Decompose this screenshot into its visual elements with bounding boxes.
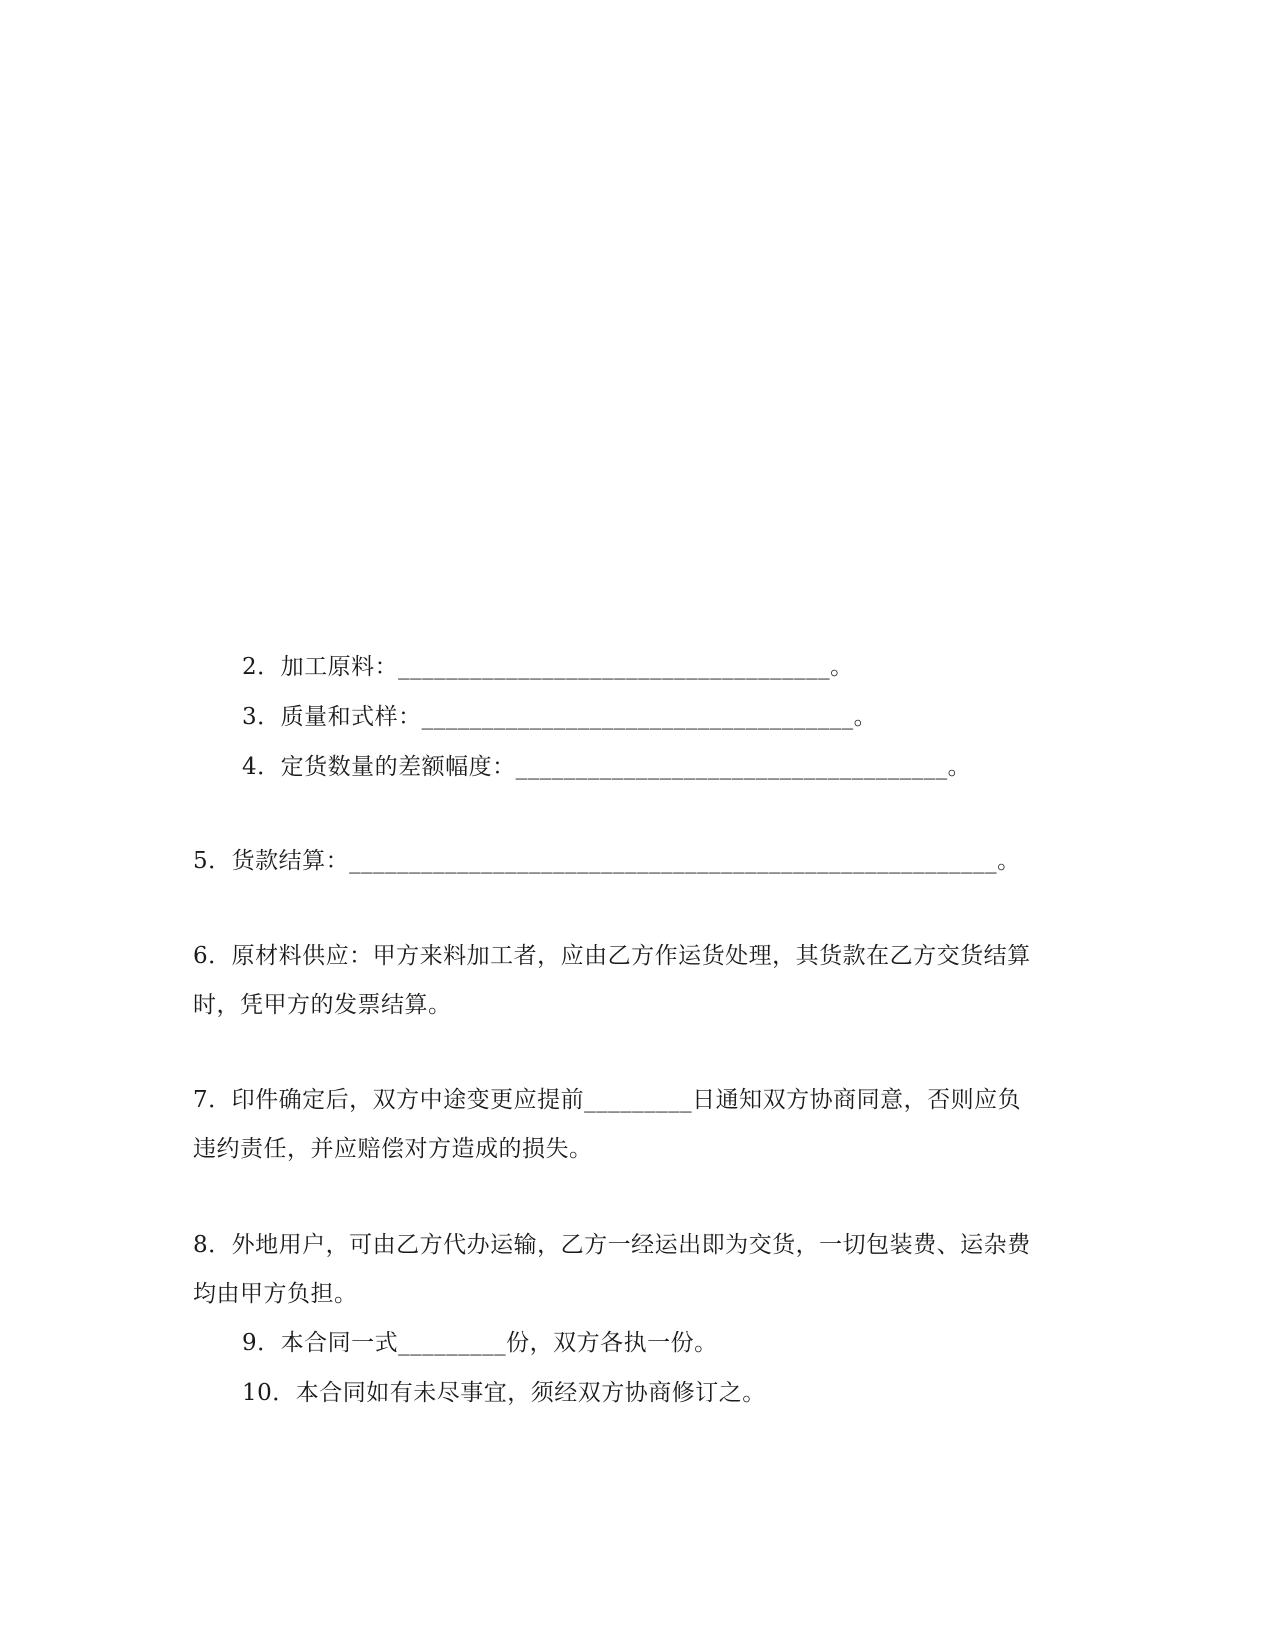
clause-6-line-1: 6．原材料供应：甲方来料加工者，应由乙方作运货处理，其货款在乙方交货结算 (193, 943, 1031, 969)
clause-7-line-1: 7．印件确定后，双方中途变更应提前_________日通知双方协商同意，否则应负 (193, 1087, 1022, 1113)
clause-5-payment-settlement: 5．货款结算：______________________________________________________。 (193, 848, 1021, 874)
clause-7-line-2: 违约责任，并应赔偿对方造成的损失。 (193, 1136, 593, 1162)
clause-8-line-1: 8．外地用户，可由乙方代办运输，乙方一经运出即为交货，一切包装费、运杂费 (193, 1232, 1031, 1258)
clause-10-amendments: 10．本合同如有未尽事宜，须经双方协商修订之。 (242, 1380, 766, 1406)
clause-6-line-2: 时，凭甲方的发票结算。 (193, 992, 452, 1018)
clause-3-quality-and-style: 3．质量和式样：____________________________________。 (242, 704, 878, 730)
clause-2-processing-materials: 2．加工原料：____________________________________。 (242, 654, 854, 680)
clause-4-quantity-tolerance: 4．定货数量的差额幅度：____________________________________。 (242, 754, 972, 780)
clause-9-copies: 9．本合同一式_________份，双方各执一份。 (242, 1330, 718, 1356)
clause-8-line-2: 均由甲方负担。 (193, 1281, 358, 1307)
